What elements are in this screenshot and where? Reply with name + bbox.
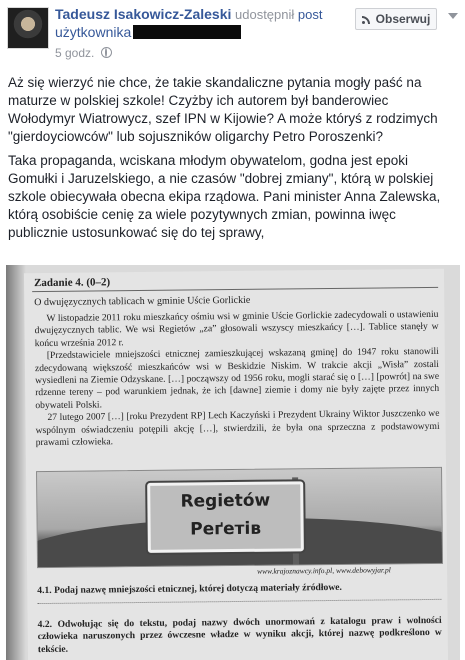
exam-question-1: 4.1. Podaj nazwę mniejszości etnicznej, której dotyczą materiały źródłowe. — [37, 581, 342, 597]
answer-line — [37, 599, 441, 604]
globe-icon — [101, 47, 112, 58]
photo-shadow — [6, 265, 26, 660]
follow-label: Obserwuj — [375, 12, 431, 26]
shared-post-link[interactable]: post — [297, 7, 323, 22]
post-paragraph: Aż się wierzyć nie chce, że takie skandaliczne pytania mogły paść na maturze w polskiej szkole! Czyżby ich autorem był banderowiec Wołodymyr Wiatrowycz, szef IPN w Kijowie? A może któryś z rodzimych "gierdoyciowców" lub sojuszników oligarchy Petro Poroszenki? — [8, 75, 438, 144]
post-paragraph: Taka propaganda, wciskana młodym obywatelom, godna jest epoki Gomułki i Jaruzelskiego, a nie czasów "dobrej zmiany", którą w polskiej szkole obiecywała obecna ekipa rządowa. Pani minister Anna Zalewska, którą osobiście cenię za wiele pozytywnych zmian, powinna iwęc publicznie ustosunkować się do tej sprawy, — [8, 153, 441, 240]
photo-source-caption: www.krajoznawcy.info.pl, www.debowyjar.pl — [257, 565, 391, 576]
exam-source-paragraph: 27 lutego 2007 […] [roku Prezydent RP] Lech Kaczyński i Prezydent Ukrainy Wiktor Juszczenko we wspólnym oświadczeniu potępili akcję […], stwierdzili, że była ona sprzeczna z podstawowymi prawami człowieka. — [35, 408, 440, 449]
author-line — [55, 6, 322, 23]
redacted-username — [133, 25, 241, 39]
post-body — [8, 74, 458, 248]
exam-task-title: Zadanie 4. (0–2) — [34, 276, 111, 290]
post-header — [0, 0, 465, 68]
chevron-down-icon[interactable] — [446, 10, 460, 24]
follow-button[interactable] — [355, 8, 437, 30]
author-name-link[interactable]: Tadeusz Isakowicz-Zaleski — [55, 6, 232, 22]
sign-text-cyrillic: Реґетів — [190, 518, 262, 540]
exam-intro: O dwujęzycznych tablicach w gminie Uście Gorlickie — [34, 294, 251, 309]
exam-source-paragraph: W listopadzie 2011 roku mieszkańcy ośmiu wsi w gminie Uście Gorlickie zadecydowali o ustawieniu dwujęzycznych tablic. We wsi Regietów „za” głosowali wszyscy mieszkańcy […]. Tablice stanęły w końcu września 2012 r. — [34, 308, 439, 349]
village-sign-photo — [36, 467, 443, 568]
shared-text: udostępnił — [235, 7, 295, 22]
exam-source-text — [34, 309, 439, 450]
post-meta — [55, 46, 112, 60]
post-timestamp[interactable]: 5 godz. — [55, 46, 95, 60]
post-photo[interactable] — [6, 265, 460, 660]
exam-question-2: 4.2. Odwołując się do tekstu, podaj nazwy dwóch unormowań z katalogu praw i wolności człowieka naruszonych przez ówczesne władze w wyniku akcji, której nazwę podkreślono w tekście. — [37, 614, 442, 655]
user-label[interactable]: użytkownika — [55, 24, 132, 40]
rss-icon — [362, 14, 372, 24]
village-sign — [147, 481, 304, 553]
author-avatar[interactable] — [7, 7, 49, 49]
sign-text-latin: Regietów — [180, 490, 271, 512]
exam-sheet — [24, 269, 448, 660]
user-line — [55, 24, 241, 40]
exam-source-paragraph: [Przedstawiciele mniejszości etnicznej zamieszkującej wskazaną gminę] do 1947 roku stanowili zdecydowaną większość mieszkańców wsi w Beskidzie Niskim. W trakcie akcji „Wisła” zostali wysiedleni na Ziemie Odzyskane. […] począwszy od 1956 roku, mogli starać się o […] [powrót] na swe rdzenne tereny – pod warunkiem jednak, że ich [dawne] ziemie i domy nie były zajęte przez innych obywateli Polski. — [34, 346, 440, 411]
